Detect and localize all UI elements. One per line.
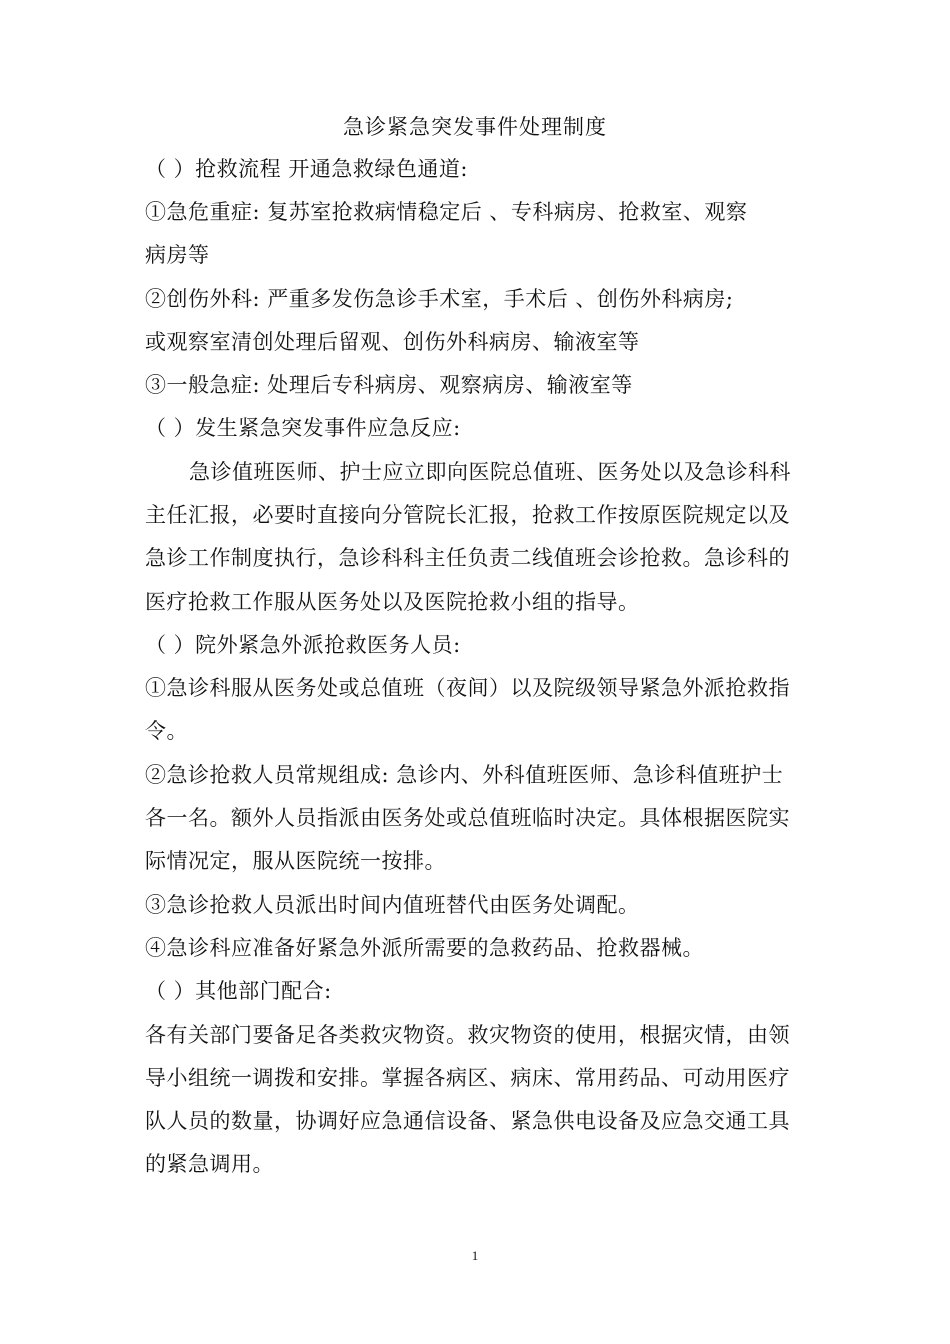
paragraph-line: 急诊值班医师、护士应立即向医院总值班、医务处以及急诊科科: [189, 460, 791, 484]
paragraph-line: ②急诊抢救人员常规组成: 急诊内、外科值班医师、急诊科值班护士: [145, 763, 784, 787]
paragraph-line: 主任汇报，必要时直接向分管院长汇报，抢救工作按原医院规定以及: [145, 503, 790, 527]
paragraph-line: 病房等: [145, 243, 210, 267]
section-heading-other-departments: （ ）其他部门配合:: [145, 979, 332, 1003]
paragraph-line: ④急诊科应准备好紧急外派所需要的急救药品、抢救器械。: [145, 936, 704, 960]
paragraph-line: ③急诊抢救人员派出时间内值班替代由医务处调配。: [145, 893, 640, 917]
paragraph-line: ①急危重症: 复苏室抢救病情稳定后 、专科病房、抢救室、观察: [145, 200, 748, 224]
paragraph-line: ②创伤外科: 严重多发伤急诊手术室，手术后 、创伤外科病房;: [145, 287, 734, 311]
section-heading-rescue-process: （ ）抢救流程 开通急救绿色通道:: [145, 157, 468, 181]
page-number: 1: [471, 1248, 479, 1263]
paragraph-line: 导小组统一调拨和安排。掌握各病区、病床、常用药品、可动用医疗: [145, 1066, 790, 1090]
paragraph-line: 医疗抢救工作服从医务处以及医院抢救小组的指导。: [145, 590, 640, 614]
paragraph-line: 的紧急调用。: [145, 1152, 274, 1176]
section-heading-outside-dispatch: （ ）院外紧急外派抢救医务人员:: [145, 633, 461, 657]
page-title: 急诊紧急突发事件处理制度: [343, 115, 607, 139]
paragraph-line: 急诊工作制度执行，急诊科科主任负责二线值班会诊抢救。急诊科的: [145, 546, 790, 570]
paragraph-line: 或观察室清创处理后留观、创伤外科病房、输液室等: [145, 330, 640, 354]
paragraph-line: ③一般急症: 处理后专科病房、观察病房、输液室等: [145, 373, 633, 397]
paragraph-line: 际情况定，服从医院统一按排。: [145, 849, 446, 873]
section-heading-emergency-response: （ ）发生紧急突发事件应急反应:: [145, 416, 461, 440]
paragraph-line: 各一名。额外人员指派由医务处或总值班临时决定。具体根据医院实: [145, 806, 790, 830]
paragraph-line: 令。: [145, 719, 188, 743]
paragraph-line: ①急诊科服从医务处或总值班（夜间）以及院级领导紧急外派抢救指: [145, 676, 790, 700]
paragraph-line: 各有关部门要备足各类救灾物资。救灾物资的使用，根据灾情，由领: [145, 1023, 790, 1047]
paragraph-line: 队人员的数量，协调好应急通信设备、紧急供电设备及应急交通工具: [145, 1109, 790, 1133]
